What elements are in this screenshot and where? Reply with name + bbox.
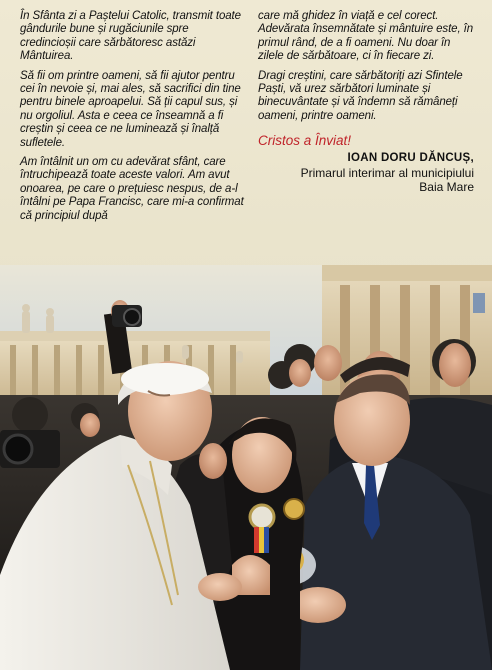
article-text-area bbox=[0, 0, 492, 278]
paragraph: Dragi creștini, care sărbătoriți azi Sfintele Paști, vă urez sărbători luminate și binecuvântate și vă îndemn să rămâneți oameni, printre oameni. bbox=[258, 69, 463, 122]
pope-meeting-photo bbox=[0, 265, 492, 670]
paragraph: Să fii om printre oameni, să fii ajutor pentru cei în nevoie și, mai ales, să sacrifici din tine pentru binele aproapelui. Să ții capul sus, și nu orgoliul. Asta e ceea ce înseamnă a fi creștin și ceea ce ne luminează și înalță sufletele. bbox=[20, 69, 241, 149]
paragraph: care mă ghidez în viață e cel corect. Adevărata însemnătate și mântuire este, în primul rând, de a fi oameni. Nu doar în zilele de sărbătoare, ci în fiecare zi. bbox=[258, 10, 474, 63]
closing-greeting: Cristos a Înviat! bbox=[258, 133, 352, 149]
paragraph: În Sfânta zi a Paștelui Catolic, transmit toate gândurile bune și rugăciunile spre credincioșii care sărbătoresc astăzi Mântuirea. bbox=[20, 10, 241, 63]
signature-city: Baia Mare bbox=[419, 180, 474, 195]
signature-title: Primarul interimar al municipiului bbox=[300, 166, 474, 181]
paragraph: Am întâlnit un om cu adevărat sfânt, care întruchipează toate aceste valori. Am avut onoarea, pe care o prețuiesc nespus, de a-l întâlni pe Papa Francisc, care mi-a confirmat că principiul după bbox=[20, 156, 244, 222]
right-column bbox=[258, 10, 474, 194]
left-column bbox=[20, 10, 244, 229]
signature-name: IOAN DORU DĂNCUȘ, bbox=[347, 152, 474, 165]
